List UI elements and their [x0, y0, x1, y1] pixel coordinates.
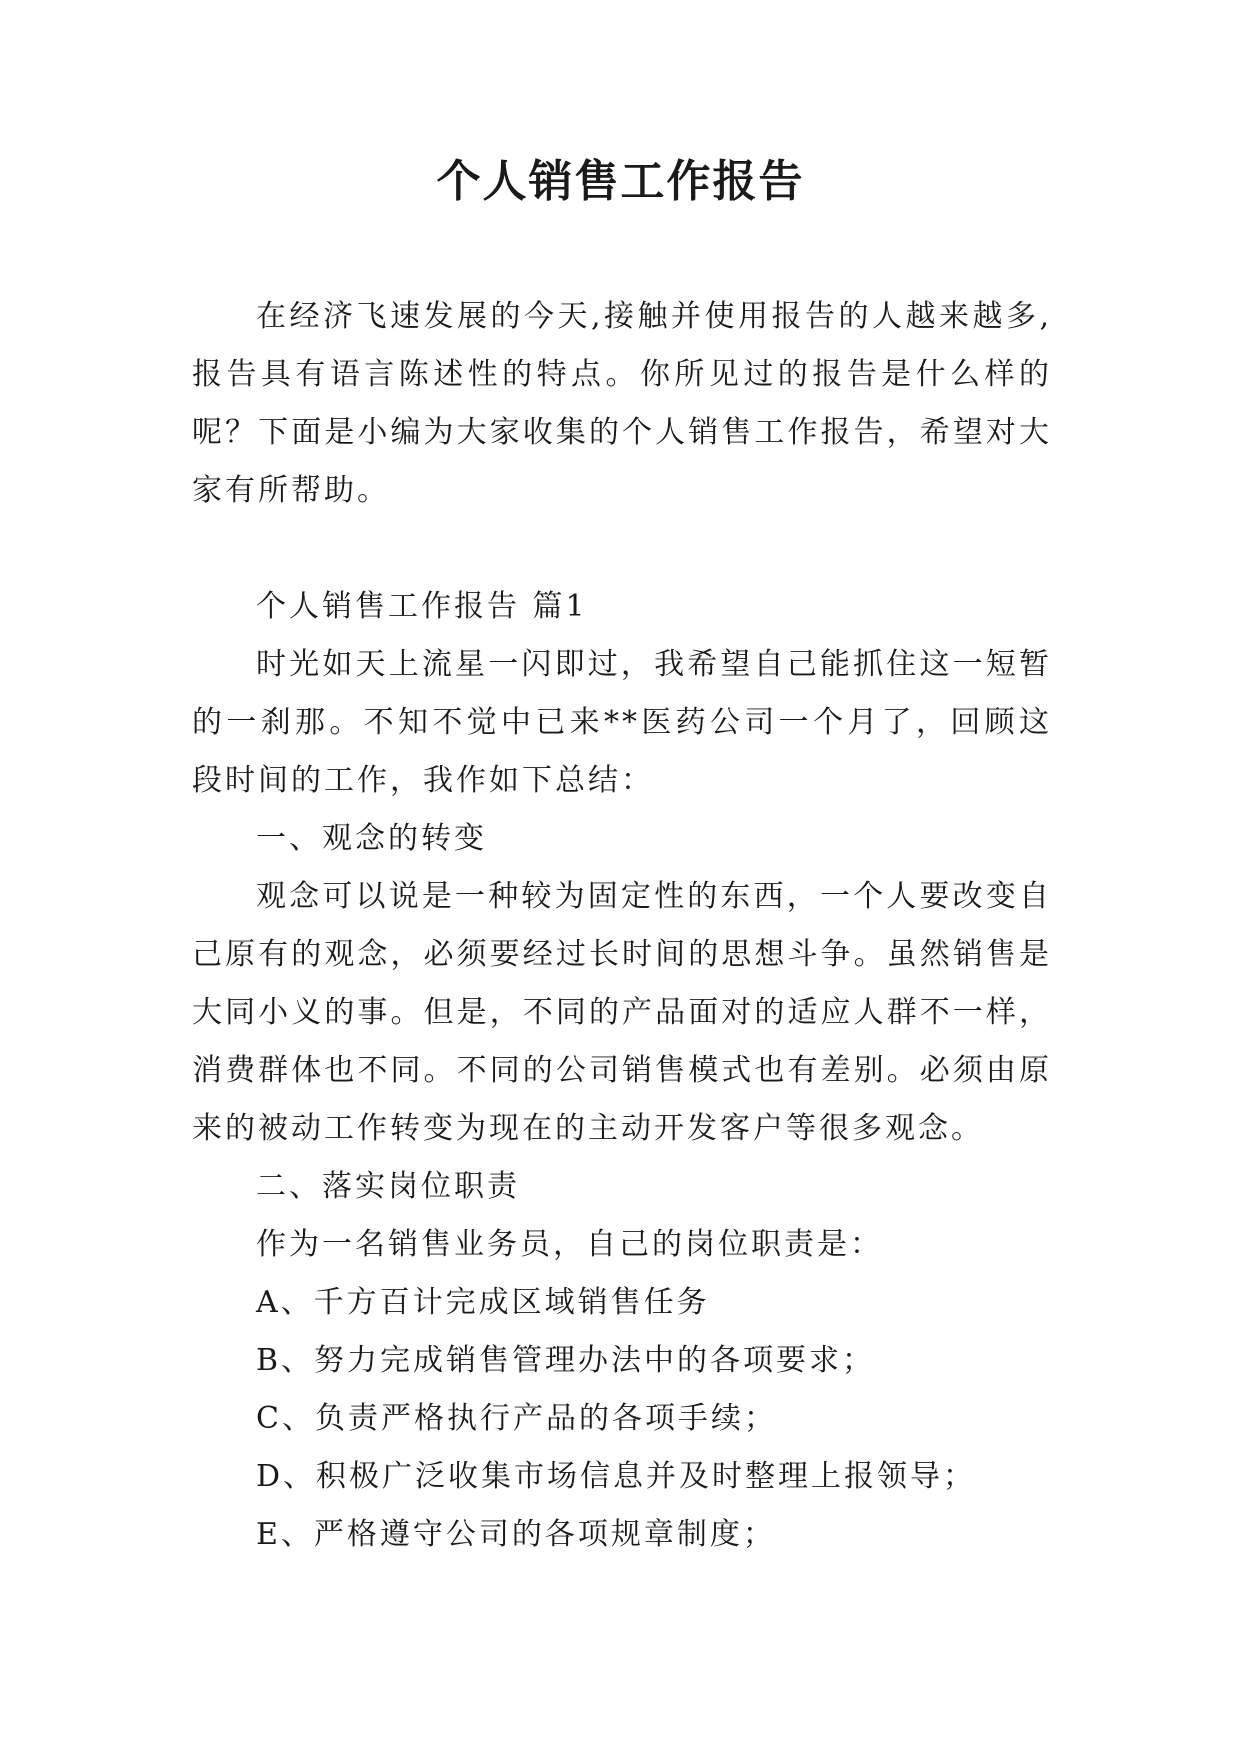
body-paragraph: 观念可以说是一种较为固定性的东西，一个人要改变自己原有的观念，必须要经过长时间的思想斗争。虽然销售是大同小义的事。但是，不同的产品面对的适应人群不一样，消费群体也不同。不同的公司销售模式也有差别。必须由原来的被动工作转变为现在的主动开发客户等很多观念。: [192, 879, 1052, 1146]
section-heading: 个人销售工作报告 篇1: [256, 589, 588, 624]
list-item: E、严格遵守公司的各项规章制度；: [256, 1517, 776, 1552]
list-item: B、努力完成销售管理办法中的各项要求；: [256, 1343, 876, 1378]
paragraph-spacer: [192, 520, 1052, 578]
document-body: [192, 288, 1052, 1564]
list-item: A、千方百计完成区域销售任务: [256, 1285, 710, 1320]
subheading-job-duties: 二、落实岗位职责: [256, 1169, 520, 1204]
body-paragraph: 时光如天上流星一闪即过，我希望自己能抓住这一短暂的一刹那。不知不觉中已来**医药公司一个月了，回顾这段时间的工作，我作如下总结：: [192, 647, 1052, 798]
list-item: C、负责严格执行产品的各项手续；: [256, 1401, 777, 1436]
body-paragraph: 作为一名销售业务员，自己的岗位职责是：: [256, 1227, 883, 1262]
intro-paragraph: 在经济飞速发展的今天,接触并使用报告的人越来越多,报告具有语言陈述性的特点。你所见过的报告是什么样的呢？下面是小编为大家收集的个人销售工作报告，希望对大家有所帮助。: [192, 299, 1052, 508]
list-item: D、积极广泛收集市场信息并及时整理上报领导；: [256, 1459, 977, 1494]
subheading-concept-change: 一、观念的转变: [256, 821, 487, 856]
document-title: 个人销售工作报告: [436, 156, 805, 207]
